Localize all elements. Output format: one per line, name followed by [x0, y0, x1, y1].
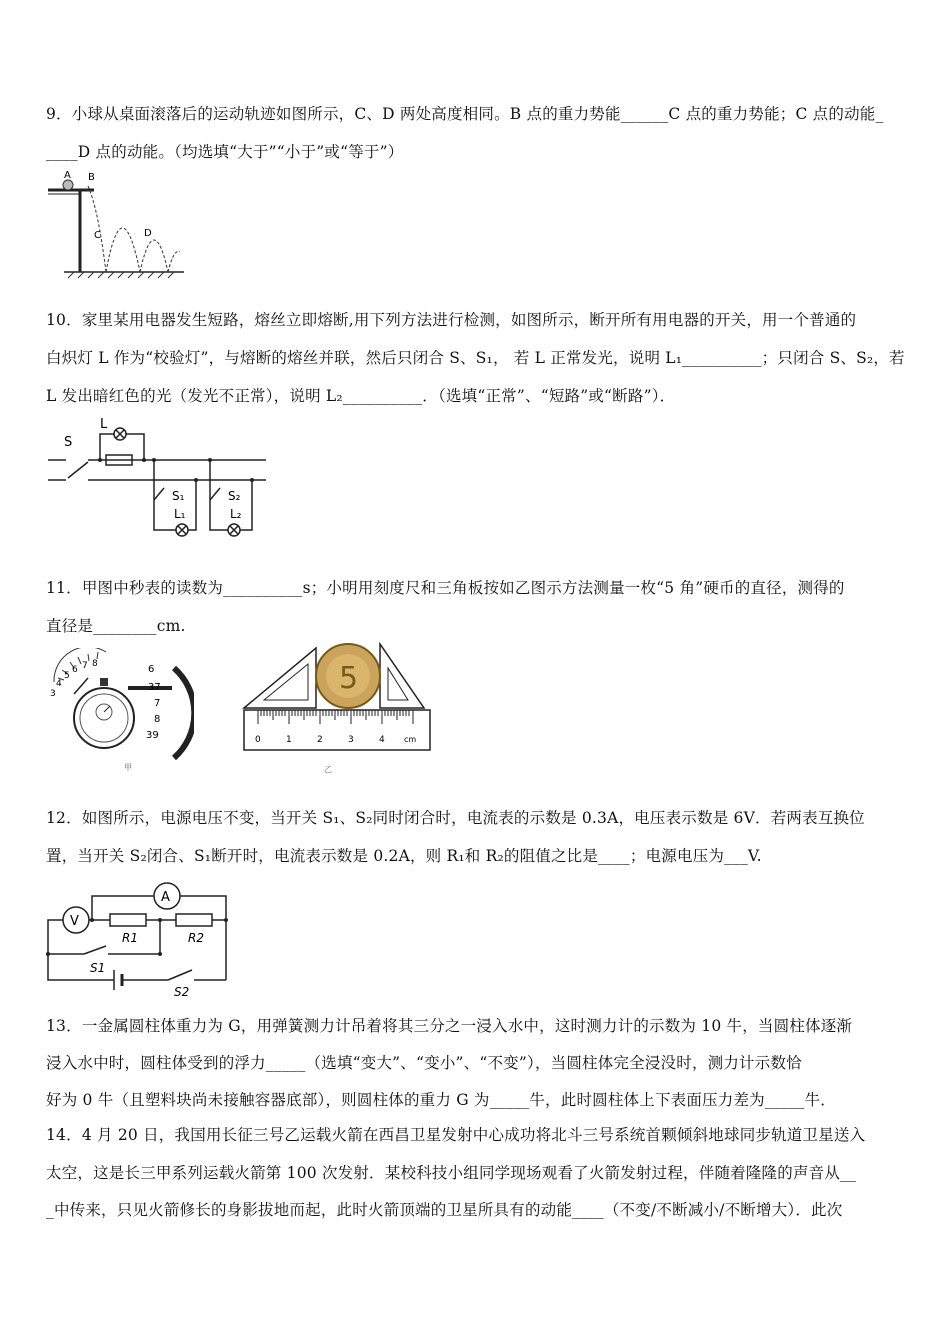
q11-ruler-coin-figure	[238, 638, 438, 776]
q10-label-s2: S₂	[228, 489, 241, 503]
q12-line-2: 置，当开关 S₂闭合、S₁断开时，电流表示数是 0.2A，则 R₁和 R₂的阻值之比是____；电源电压为___V.	[46, 847, 762, 865]
q9-label-a: A	[64, 170, 71, 181]
q10-label-l2: L₂	[230, 507, 242, 521]
q14-line-2: 太空，这是长三甲系列运载火箭第 100 次发射．某校科技小组同学现场观看了火箭发射过程，伴随着隆隆的声音从__	[46, 1164, 856, 1182]
q11-ruler-label-4: 4	[379, 735, 385, 745]
q11-small-dial-7: 7	[82, 661, 88, 671]
q12-label-r2: R2	[188, 931, 204, 945]
q9-line-2: ____D 点的动能。（均选填“大于”“小于”或“等于”）	[46, 143, 404, 161]
q11-small-dial-8: 8	[92, 659, 98, 669]
q12-voltmeter-label: V	[70, 914, 79, 929]
q10-line-2: 白炽灯 L 作为“校验灯”，与熔断的熔丝并联，然后只闭合 S、S₁， 若 L 正常发光，说明 L₁__________；只闭合 S、S₂，若	[46, 349, 905, 367]
q11-small-dial-3: 3	[50, 689, 56, 699]
q10-label-s1: S₁	[172, 489, 185, 503]
q9-line-1: 9．小球从桌面滚落后的运动轨迹如图所示，C、D 两处高度相同。B 点的重力势能______C 点的重力势能；C 点的动能_	[46, 105, 884, 123]
q11-small-dial-6: 6	[72, 665, 78, 675]
q9-ball-trajectory-figure	[44, 168, 194, 280]
q11-small-dial-5: 5	[64, 671, 70, 681]
q11-line-2: 直径是________cm.	[46, 617, 186, 635]
q11-outer-dial-37: 37	[148, 682, 161, 693]
q11-outer-dial-8: 8	[154, 714, 161, 725]
q11-ruler-label-2: 2	[317, 735, 323, 745]
q11-caption-left: 甲	[124, 763, 132, 772]
q11-small-dial-4: 4	[56, 679, 62, 689]
q10-label-l1: L₁	[174, 507, 186, 521]
q11-ruler-label-3: 3	[348, 735, 354, 745]
q10-circuit-figure	[44, 414, 274, 542]
q13-line-3: 好为 0 牛（且塑料块尚未接触容器底部），则圆柱体的重力 G 为_____牛，此时圆柱体上下表面压力差为_____牛．	[46, 1091, 837, 1109]
q13-line-2: 浸入水中时，圆柱体受到的浮力_____（选填“变大”、“变小”、“不变”），当圆柱体完全浸没时，测力计示数恰	[46, 1054, 802, 1072]
q11-outer-dial-7: 7	[154, 698, 161, 709]
q11-ruler-label-1: 1	[286, 735, 292, 745]
q11-ruler-unit: cm	[404, 735, 417, 744]
q10-label-l: L	[100, 417, 108, 432]
q11-ruler-label-0: 0	[255, 735, 261, 745]
q9-label-b: B	[88, 172, 95, 183]
q12-label-s2: S2	[174, 985, 190, 999]
q12-circuit-figure	[44, 876, 240, 1000]
q10-line-3: L 发出暗红色的光（发光不正常），说明 L₂__________．（选填“正常”、“短路”或“断路”）．	[46, 387, 676, 405]
q10-label-s: S	[64, 435, 73, 450]
q11-outer-dial-6: 6	[148, 664, 155, 675]
q11-line-1: 11．甲图中秒表的读数为__________s；小明用刻度尺和三角板按如乙图示方法测量一枚“5 角”硬币的直径，测得的	[46, 579, 845, 597]
q10-line-1: 10．家里某用电器发生短路，熔丝立即熔断,用下列方法进行检测，如图所示，断开所有用电器的开关，用一个普通的	[46, 311, 857, 329]
q11-coin-denomination: 5	[339, 661, 359, 696]
q11-outer-dial-39: 39	[146, 730, 159, 741]
q14-line-3: _中传来，只见火箭修长的身影拔地而起，此时火箭顶端的卫星所具有的动能____（不变/不断减小/不断增大）．此次	[46, 1201, 843, 1219]
q11-caption-right: 乙	[324, 765, 332, 774]
q14-line-1: 14．4 月 20 日，我国用长征三号乙运载火箭在西昌卫星发射中心成功将北斗三号系统首颗倾斜地球同步轨道卫星送入	[46, 1126, 866, 1144]
q9-label-c: C	[94, 230, 101, 241]
q13-line-1: 13．一金属圆柱体重力为 G，用弹簧测力计吊着将其三分之一浸入水中，这时测力计的示数为 10 牛，当圆柱体逐渐	[46, 1017, 853, 1035]
q12-label-r1: R1	[122, 931, 138, 945]
q12-label-s1: S1	[90, 961, 106, 975]
q11-stopwatch-figure	[44, 648, 194, 774]
q12-line-1: 12．如图所示，电源电压不变，当开关 S₁、S₂同时闭合时，电流表的示数是 0.3A，电压表示数是 6V．若两表互换位	[46, 809, 865, 827]
q9-label-d: D	[144, 228, 152, 239]
q12-ammeter-label: A	[161, 890, 170, 905]
